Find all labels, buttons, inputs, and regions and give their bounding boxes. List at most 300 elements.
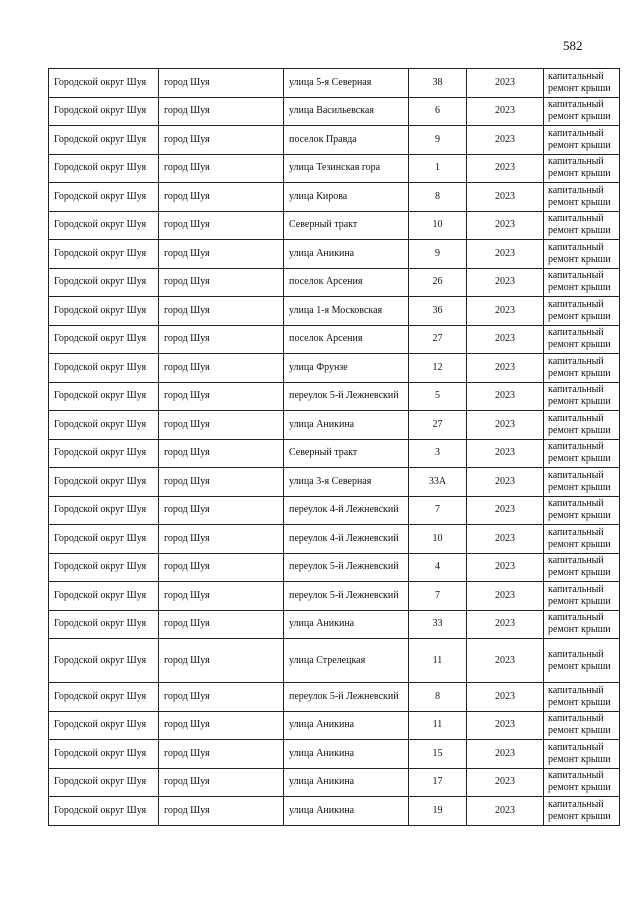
cell-house-number (409, 297, 467, 326)
cell-work-type (544, 69, 620, 98)
cell-year (467, 553, 544, 582)
table-row (49, 297, 620, 326)
cell-city (159, 69, 284, 98)
cell-street (284, 297, 409, 326)
cell-street-text: улица Аникина (289, 804, 355, 816)
cell-year-text: 2023 (495, 190, 515, 202)
cell-house-number-text: 11 (432, 654, 443, 666)
cell-work-type (544, 211, 620, 240)
table-row (49, 325, 620, 354)
cell-year (467, 240, 544, 269)
cell-city (159, 525, 284, 554)
cell-city (159, 382, 284, 411)
cell-house-number (409, 325, 467, 354)
cell-house-number (409, 439, 467, 468)
cell-year (467, 268, 544, 297)
cell-house-number (409, 582, 467, 611)
cell-district (49, 154, 159, 183)
cell-district (49, 126, 159, 155)
cell-district-text: Городской округ Шуя (54, 504, 147, 516)
cell-work-type (544, 553, 620, 582)
cell-work-type (544, 126, 620, 155)
cell-street-text: переулок 4-й Лежневский (289, 504, 399, 516)
cell-work-type (544, 610, 620, 639)
cell-work-type-text: капитальный ремонт крыши (548, 412, 611, 436)
cell-district-text: Городской округ Шуя (54, 804, 147, 816)
cell-work-type-text: капитальный ремонт крыши (548, 156, 611, 180)
cell-house-number-text: 6 (435, 105, 440, 117)
cell-street (284, 496, 409, 525)
cell-work-type (544, 468, 620, 497)
cell-house-number (409, 183, 467, 212)
table-row (49, 154, 620, 183)
cell-year (467, 683, 544, 712)
cell-house-number (409, 468, 467, 497)
cell-year-text: 2023 (495, 618, 515, 630)
cell-house-number-text: 1 (435, 162, 440, 174)
cell-city-text: город Шуя (164, 418, 210, 430)
cell-year-text: 2023 (495, 804, 515, 816)
cell-street (284, 768, 409, 797)
cell-year (467, 97, 544, 126)
page-number: 582 (563, 38, 583, 53)
cell-district-text: Городской округ Шуя (54, 162, 147, 174)
cell-street (284, 797, 409, 826)
cell-year-text: 2023 (495, 105, 515, 117)
cell-house-number-text: 9 (435, 133, 440, 145)
cell-street-text: улица Аникина (289, 618, 355, 630)
cell-street (284, 240, 409, 269)
cell-street (284, 211, 409, 240)
cell-work-type-text: капитальный ремонт крыши (548, 327, 611, 351)
cell-street-text: улица 5-я Северная (289, 76, 372, 88)
cell-city (159, 97, 284, 126)
cell-city-text: город Шуя (164, 105, 210, 117)
cell-street-text: поселок Арсения (289, 276, 363, 288)
cell-city (159, 639, 284, 683)
cell-house-number-text: 10 (432, 532, 443, 544)
cell-house-number-text: 7 (435, 504, 440, 516)
cell-district (49, 354, 159, 383)
cell-year-text: 2023 (495, 162, 515, 174)
cell-street-text: улица Аникина (289, 247, 355, 259)
cell-district-text: Городской округ Шуя (54, 276, 147, 288)
cell-street (284, 183, 409, 212)
cell-city (159, 797, 284, 826)
cell-city (159, 154, 284, 183)
table-row (49, 97, 620, 126)
table-row (49, 183, 620, 212)
cell-year-text: 2023 (495, 654, 515, 666)
cell-house-number-text: 19 (432, 804, 443, 816)
cell-city-text: город Шуя (164, 561, 210, 573)
cell-year-text: 2023 (495, 219, 515, 231)
cell-house-number-text: 15 (432, 747, 443, 759)
cell-district (49, 211, 159, 240)
cell-work-type (544, 325, 620, 354)
cell-street-text: улица Аникина (289, 747, 355, 759)
cell-work-type (544, 639, 620, 683)
cell-work-type (544, 711, 620, 740)
cell-house-number-text: 11 (432, 719, 443, 731)
cell-year (467, 525, 544, 554)
cell-street-text: переулок 5-й Лежневский (289, 690, 399, 702)
cell-house-number-text: 5 (435, 390, 440, 402)
cell-district (49, 325, 159, 354)
cell-work-type (544, 382, 620, 411)
cell-street (284, 126, 409, 155)
cell-city (159, 183, 284, 212)
cell-street-text: поселок Правда (289, 133, 357, 145)
cell-city (159, 496, 284, 525)
cell-work-type-text: капитальный ремонт крыши (548, 648, 611, 672)
cell-year-text: 2023 (495, 133, 515, 145)
cell-house-number-text: 10 (432, 219, 443, 231)
table-row (49, 211, 620, 240)
cell-district-text: Городской округ Шуя (54, 133, 147, 145)
cell-city-text: город Шуя (164, 776, 210, 788)
cell-year (467, 154, 544, 183)
cell-year-text: 2023 (495, 475, 515, 487)
cell-year-text: 2023 (495, 390, 515, 402)
cell-year-text: 2023 (495, 719, 515, 731)
cell-house-number (409, 382, 467, 411)
cell-district-text: Городской округ Шуя (54, 589, 147, 601)
cell-house-number (409, 711, 467, 740)
cell-street (284, 711, 409, 740)
cell-city-text: город Шуя (164, 747, 210, 759)
cell-city-text: город Шуя (164, 247, 210, 259)
cell-work-type-text: капитальный ремонт крыши (548, 469, 611, 493)
cell-work-type-text: капитальный ремонт крыши (548, 384, 611, 408)
cell-house-number (409, 240, 467, 269)
cell-house-number-text: 27 (432, 418, 443, 430)
cell-district-text: Городской округ Шуя (54, 76, 147, 88)
cell-city-text: город Шуя (164, 162, 210, 174)
cell-house-number-text: 36 (432, 304, 443, 316)
cell-house-number (409, 211, 467, 240)
cell-year-text: 2023 (495, 747, 515, 759)
cell-work-type-text: капитальный ремонт крыши (548, 241, 611, 265)
cell-district (49, 240, 159, 269)
cell-street (284, 354, 409, 383)
cell-house-number (409, 797, 467, 826)
cell-house-number (409, 411, 467, 440)
cell-city (159, 297, 284, 326)
cell-year-text: 2023 (495, 561, 515, 573)
table-row (49, 354, 620, 383)
cell-district (49, 683, 159, 712)
table-body (49, 69, 620, 826)
cell-house-number-text: 3 (435, 447, 440, 459)
cell-work-type-text: капитальный ремонт крыши (548, 99, 611, 123)
cell-house-number (409, 126, 467, 155)
cell-year-text: 2023 (495, 333, 515, 345)
cell-street (284, 553, 409, 582)
cell-year (467, 69, 544, 98)
cell-year (467, 768, 544, 797)
cell-house-number (409, 69, 467, 98)
cell-house-number-text: 27 (432, 333, 443, 345)
cell-street (284, 69, 409, 98)
cell-district-text: Городской округ Шуя (54, 690, 147, 702)
table-row (49, 610, 620, 639)
cell-city (159, 126, 284, 155)
cell-year-text: 2023 (495, 690, 515, 702)
cell-year (467, 382, 544, 411)
cell-city-text: город Шуя (164, 219, 210, 231)
cell-street (284, 683, 409, 712)
cell-district-text: Городской округ Шуя (54, 247, 147, 259)
cell-city (159, 553, 284, 582)
cell-city-text: город Шуя (164, 475, 210, 487)
cell-year-text: 2023 (495, 447, 515, 459)
cell-city-text: город Шуя (164, 190, 210, 202)
cell-city-text: город Шуя (164, 504, 210, 516)
cell-year (467, 411, 544, 440)
table-row (49, 496, 620, 525)
cell-city (159, 683, 284, 712)
table-row (49, 711, 620, 740)
cell-house-number-text: 17 (432, 776, 443, 788)
cell-house-number (409, 354, 467, 383)
cell-work-type-text: капитальный ремонт крыши (548, 298, 611, 322)
cell-city (159, 268, 284, 297)
cell-street (284, 411, 409, 440)
cell-house-number (409, 525, 467, 554)
cell-city (159, 325, 284, 354)
cell-work-type (544, 439, 620, 468)
cell-work-type-text: капитальный ремонт крыши (548, 270, 611, 294)
cell-city (159, 240, 284, 269)
cell-district (49, 525, 159, 554)
cell-year (467, 211, 544, 240)
cell-work-type-text: капитальный ремонт крыши (548, 612, 611, 636)
cell-city-text: город Шуя (164, 690, 210, 702)
cell-city-text: город Шуя (164, 447, 210, 459)
cell-city-text: город Шуя (164, 618, 210, 630)
cell-work-type-text: капитальный ремонт крыши (548, 684, 611, 708)
cell-year (467, 610, 544, 639)
table-row (49, 468, 620, 497)
cell-year (467, 354, 544, 383)
cell-street-text: улица Аникина (289, 776, 355, 788)
table-row (49, 268, 620, 297)
cell-work-type (544, 582, 620, 611)
cell-district-text: Городской округ Шуя (54, 333, 147, 345)
cell-city-text: город Шуя (164, 654, 210, 666)
cell-house-number-text: 12 (432, 361, 443, 373)
cell-work-type-text: капитальный ремонт крыши (548, 70, 611, 94)
cell-year (467, 496, 544, 525)
cell-year-text: 2023 (495, 361, 515, 373)
cell-district (49, 496, 159, 525)
cell-work-type (544, 97, 620, 126)
cell-district-text: Городской округ Шуя (54, 532, 147, 544)
cell-street-text: улица Аникина (289, 719, 355, 731)
cell-city (159, 439, 284, 468)
table-row (49, 525, 620, 554)
cell-city (159, 768, 284, 797)
table-row (49, 411, 620, 440)
cell-work-type (544, 797, 620, 826)
table-row (49, 683, 620, 712)
cell-year-text: 2023 (495, 589, 515, 601)
cell-district-text: Городской округ Шуя (54, 618, 147, 630)
cell-city-text: город Шуя (164, 133, 210, 145)
cell-year-text: 2023 (495, 418, 515, 430)
cell-district-text: Городской округ Шуя (54, 447, 147, 459)
cell-work-type-text: капитальный ремонт крыши (548, 526, 611, 550)
cell-district-text: Городской округ Шуя (54, 747, 147, 759)
cell-district-text: Городской округ Шуя (54, 304, 147, 316)
cell-work-type-text: капитальный ремонт крыши (548, 213, 611, 237)
cell-district-text: Городской округ Шуя (54, 719, 147, 731)
cell-street-text: поселок Арсения (289, 333, 363, 345)
table-row (49, 69, 620, 98)
cell-city (159, 468, 284, 497)
cell-district-text: Городской округ Шуя (54, 390, 147, 402)
cell-district (49, 183, 159, 212)
cell-street (284, 382, 409, 411)
cell-work-type (544, 683, 620, 712)
cell-city (159, 211, 284, 240)
cell-city-text: город Шуя (164, 390, 210, 402)
cell-work-type-text: капитальный ремонт крыши (548, 355, 611, 379)
cell-house-number-text: 4 (435, 561, 440, 573)
cell-house-number-text: 33 (432, 618, 443, 630)
cell-year (467, 183, 544, 212)
cell-work-type (544, 354, 620, 383)
cell-work-type-text: капитальный ремонт крыши (548, 498, 611, 522)
cell-district-text: Городской округ Шуя (54, 219, 147, 231)
cell-street (284, 468, 409, 497)
cell-street-text: улица Стрелецкая (289, 654, 366, 666)
cell-street-text: улица Кирова (289, 190, 348, 202)
table-row (49, 439, 620, 468)
cell-house-number (409, 683, 467, 712)
cell-house-number (409, 268, 467, 297)
cell-street (284, 325, 409, 354)
cell-work-type (544, 740, 620, 769)
cell-district (49, 582, 159, 611)
cell-house-number-text: 33А (428, 475, 447, 487)
cell-district (49, 69, 159, 98)
cell-house-number (409, 496, 467, 525)
table-row (49, 240, 620, 269)
table-row (49, 126, 620, 155)
cell-street (284, 154, 409, 183)
cell-work-type (544, 411, 620, 440)
cell-street-text: переулок 5-й Лежневский (289, 589, 399, 601)
cell-year (467, 582, 544, 611)
cell-work-type-text: капитальный ремонт крыши (548, 555, 611, 579)
cell-work-type-text: капитальный ремонт крыши (548, 583, 611, 607)
cell-city-text: город Шуя (164, 532, 210, 544)
cell-work-type (544, 525, 620, 554)
cell-house-number (409, 768, 467, 797)
cell-year (467, 439, 544, 468)
cell-city-text: город Шуя (164, 804, 210, 816)
cell-house-number-text: 9 (435, 247, 440, 259)
cell-city-text: город Шуя (164, 276, 210, 288)
cell-street-text: улица Васильевская (289, 105, 374, 117)
cell-house-number-text: 8 (435, 190, 440, 202)
cell-district (49, 768, 159, 797)
table-row (49, 582, 620, 611)
cell-city (159, 711, 284, 740)
housing-repair-table (48, 68, 620, 826)
cell-house-number-text: 26 (432, 276, 443, 288)
cell-street (284, 639, 409, 683)
cell-year (467, 740, 544, 769)
cell-year (467, 468, 544, 497)
table-row (49, 797, 620, 826)
cell-city-text: город Шуя (164, 304, 210, 316)
cell-district-text: Городской округ Шуя (54, 190, 147, 202)
cell-street-text: переулок 5-й Лежневский (289, 390, 399, 402)
cell-street-text: улица Тезинская гора (289, 162, 381, 174)
cell-city (159, 354, 284, 383)
cell-year-text: 2023 (495, 76, 515, 88)
cell-house-number-text: 38 (432, 76, 443, 88)
cell-street-text: переулок 5-й Лежневский (289, 561, 399, 573)
cell-year-text: 2023 (495, 304, 515, 316)
cell-street (284, 582, 409, 611)
cell-district (49, 553, 159, 582)
cell-year-text: 2023 (495, 504, 515, 516)
cell-street (284, 525, 409, 554)
cell-year-text: 2023 (495, 247, 515, 259)
cell-street-text: улица Фрунзе (289, 361, 348, 373)
cell-work-type (544, 183, 620, 212)
cell-work-type (544, 154, 620, 183)
cell-work-type-text: капитальный ремонт крыши (548, 441, 611, 465)
cell-street (284, 610, 409, 639)
cell-district (49, 382, 159, 411)
cell-year (467, 639, 544, 683)
cell-district (49, 268, 159, 297)
cell-street (284, 439, 409, 468)
cell-street-text: улица Аникина (289, 418, 355, 430)
cell-street-text: улица 1-я Московская (289, 304, 383, 316)
cell-house-number (409, 639, 467, 683)
cell-house-number-text: 7 (435, 589, 440, 601)
cell-work-type-text: капитальный ремонт крыши (548, 713, 611, 737)
cell-house-number (409, 740, 467, 769)
cell-year (467, 325, 544, 354)
cell-year-text: 2023 (495, 776, 515, 788)
cell-work-type-text: капитальный ремонт крыши (548, 127, 611, 151)
cell-district (49, 411, 159, 440)
cell-year (467, 711, 544, 740)
cell-district (49, 740, 159, 769)
cell-house-number (409, 97, 467, 126)
cell-work-type (544, 496, 620, 525)
cell-street-text: Северный тракт (289, 219, 358, 231)
cell-house-number-text: 8 (435, 690, 440, 702)
cell-work-type-text: капитальный ремонт крыши (548, 184, 611, 208)
cell-city (159, 740, 284, 769)
cell-district (49, 468, 159, 497)
cell-district-text: Городской округ Шуя (54, 418, 147, 430)
cell-street (284, 268, 409, 297)
table-row (49, 639, 620, 683)
cell-house-number (409, 154, 467, 183)
cell-city (159, 582, 284, 611)
cell-district-text: Городской округ Шуя (54, 654, 147, 666)
cell-work-type-text: капитальный ремонт крыши (548, 741, 611, 765)
